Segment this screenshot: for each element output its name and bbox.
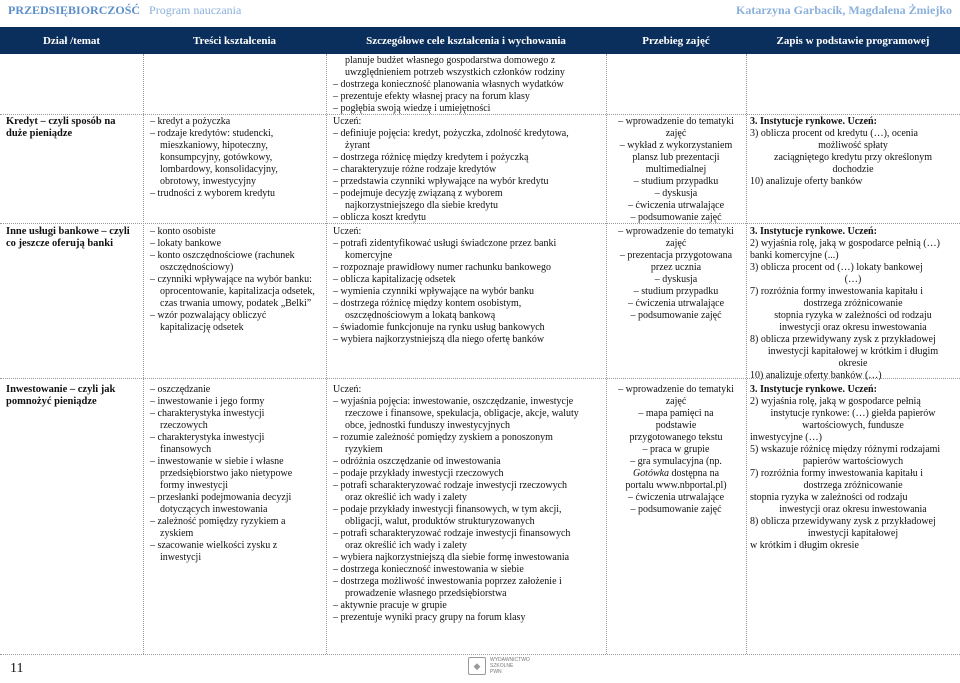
page-number: 11 (10, 661, 24, 676)
column-header-content: Treści kształcenia (193, 34, 276, 47)
topic-bank-services: Inne usługi bankowe – czyli co jeszcze oferują banki (6, 226, 130, 249)
publisher-logo: ◆ WYDAWNICTWO SZKOLNE PWN (468, 657, 530, 675)
content-credit: – kredyt a pożyczka – rodzaje kredytów: studencki, mieszkaniowy, hipoteczny, konsumpcyjny, gotówkowy, lombardowy, konsolidacyjny, obrotowy, inwestycyjny – trudności z wyborem kredytu (150, 116, 278, 199)
table-header (0, 27, 960, 54)
row-divider (0, 654, 960, 655)
goals-bank-services: Uczeń: – potrafi zidentyfikować usługi świadczone przez banki komercyjne – rozpoznaje prawidłowy numer rachunku bankowego – oblicza kapitalizację odsetek – wymienia czynniki wpływające na wybór banku – dostrzega różnicę między kontem osobistym, oszczędnościowym a lokatą bankową – świadomie funkcjonuje na rynku usług bankowych – wybiera najkorzystniejszą dla niego ofertę banków (333, 226, 557, 345)
goals-investing: Uczeń: – wyjaśnia pojęcia: inwestowanie, oszczędzanie, inwestycje rzeczowe i finansowe, spekulacja, obligacje, akcje, waluty obce, jednostki funduszy inwestycyjnych – rozumie zależność pomiędzy zyskiem a ponoszonym ryzykiem – odróżnia oszczędzanie od inwestowania – podaje przykłady inwestycji rzeczowych – potrafi scharakteryzować rodzaje inwestycji rzeczowych oraz określić ich wady i zalety – podaje przykłady inwestycji finansowych, w tym akcji, obligacji, walut, produktów strukturyzowanych – potrafi scharakteryzować rodzaje inwestycji finansowych oraz określić ich wady i zalety – wybiera najkorzystniejszą dla siebie formę inwestowania – dostrzega konieczność inwestowania w siebie – dostrzega możliwość inwestowania poprzez założenie i prowadzenie własnego przedsiębiorstwa – aktywnie pracuje w grupie – prezentuje wyniki pracy grupy na forum klasy (333, 384, 579, 623)
core-investing: 3. Instytucje rynkowe. Uczeń: 2) wyjaśnia rolę, jaką w gospodarce pełnią instytucje rynkowe: (…) giełda papierów wartościowych, fundusze inwestycyjne (…) 5) wskazuje różnicę między różnymi rodzajami papierów wartościowych 7) rozróżnia formy inwestowania kapitału i dostrzega zróżnicowanie stopnia ryzyka w zależności od rodzaju inwestycji oraz okresu inwestowania 8) oblicza przewidywany zysk z przykładowej inwestycji kapitałowej w krótkim i długim okresie (750, 384, 941, 551)
column-divider (606, 54, 607, 654)
column-header-course: Przebieg zajęć (642, 34, 710, 47)
content-investing: – oszczędzanie – inwestowanie i jego formy – charakterystyka inwestycji rzeczowych – charakterystyka inwestycji finansowych – inwestowanie w siebie i własne przedsiębiorstwo jako nietypowe formy inwestycji – przesłanki podejmowania decyzji dotyczących inwestowania – zależność pomiędzy ryzykiem a zyskiem – szacowanie wielkości zysku z inwestycji (150, 384, 293, 563)
carryover-goals: planuje budżet własnego gospodarstwa domowego z uwzględnieniem potrzeb wszystkich członków rodziny – dostrzega konieczność planowania własnych wydatków – prezentuje efekty własnej pracy na forum klasy – pogłębia swoją wiedzę i umiejętności (333, 55, 565, 114)
course-bank-services: – wprowadzenie do tematyki zajęć – prezentacja przygotowana przez ucznia – dyskusja – studium przypadku – ćwiczenia utrwalające – podsumowanie zajęć (618, 226, 734, 321)
goals-credit: Uczeń: – definiuje pojęcia: kredyt, pożyczka, zdolność kredytowa, żyrant – dostrzega różnicę między kredytem i pożyczką – charakteryzuje różne rodzaje kredytów – przedstawia czynniki wpływające na wybór kredytu – podejmuje decyzję związaną z wyborem najkorzystniejszego dla siebie kredytu – oblicza koszt kredytu (333, 116, 569, 223)
publisher-mark-icon: ◆ (468, 657, 486, 675)
course-credit: – wprowadzenie do tematyki zajęć – wykład z wykorzystaniem plansz lub prezentacji multimedialnej – studium przypadku – dyskusja – ćwiczenia utrwalające – podsumowanie zajęć (618, 116, 734, 223)
game-name: Gotówka (632, 468, 670, 479)
core-bank-services: 3. Instytucje rynkowe. Uczeń: 2) wyjaśnia rolę, jaką w gospodarce pełnią (…) banki komercyjne (...) 3) oblicza procent od (…) lokaty bankowej (…) 7) rozróżnia formy inwestowania kapitału i dostrzega zróżnicowanie stopnia ryzyka w zależności od rodzaju inwestycji oraz okresu inwestowania 8) oblicza przewidywany zysk z przykładowej inwestycji kapitałowej w krótkim i długim okresie 10) analizuje oferty banków (…) (750, 226, 940, 381)
core-credit: 3. Instytucje rynkowe. Uczeń: 3) oblicza procent od kredytu (…), ocenia możliwość spłaty zaciągniętego kredytu przy określonym dochodzie 10) analizuje oferty banków (750, 116, 932, 187)
column-header-topic: Dział /temat (42, 34, 101, 47)
column-header-core: Zapis w podstawie programowej (776, 34, 930, 47)
column-divider (143, 54, 144, 654)
document-header (8, 3, 241, 18)
topic-credit: Kredyt – czyli sposób na duże pieniądze (6, 116, 116, 139)
column-divider (746, 54, 747, 654)
column-divider (326, 54, 327, 654)
brand-title: PRZEDSIĘBIORCZOŚĆ (8, 3, 141, 17)
column-header-goals: Szczegółowe cele kształcenia i wychowania (366, 34, 566, 47)
content-bank-services: – konto osobiste – lokaty bankowe – konto oszczędnościowe (rachunek oszczędnościowy) – czynniki wpływające na wybór banku: oprocentowanie, kapitalizacja odsetek, czas trwania umowy, podatek „Belki” – wzór pozwalający obliczyć kapitalizację odsetek (150, 226, 315, 333)
program-subtitle: Program nauczania (149, 3, 242, 17)
authors: Katarzyna Garbacik, Magdalena Żmiejko (736, 3, 952, 17)
topic-investing: Inwestowanie – czyli jak pomnożyć pieniądze (6, 384, 116, 407)
course-investing: – wprowadzenie do tematyki zajęć – mapa pamięci na podstawie przygotowanego tekstu – praca w grupie – gra symulacyjna (np. Gotówka dostępna na portalu www.nbportal.pl) – ćwiczenia utrwalające – podsumowanie zajęć (618, 384, 734, 515)
